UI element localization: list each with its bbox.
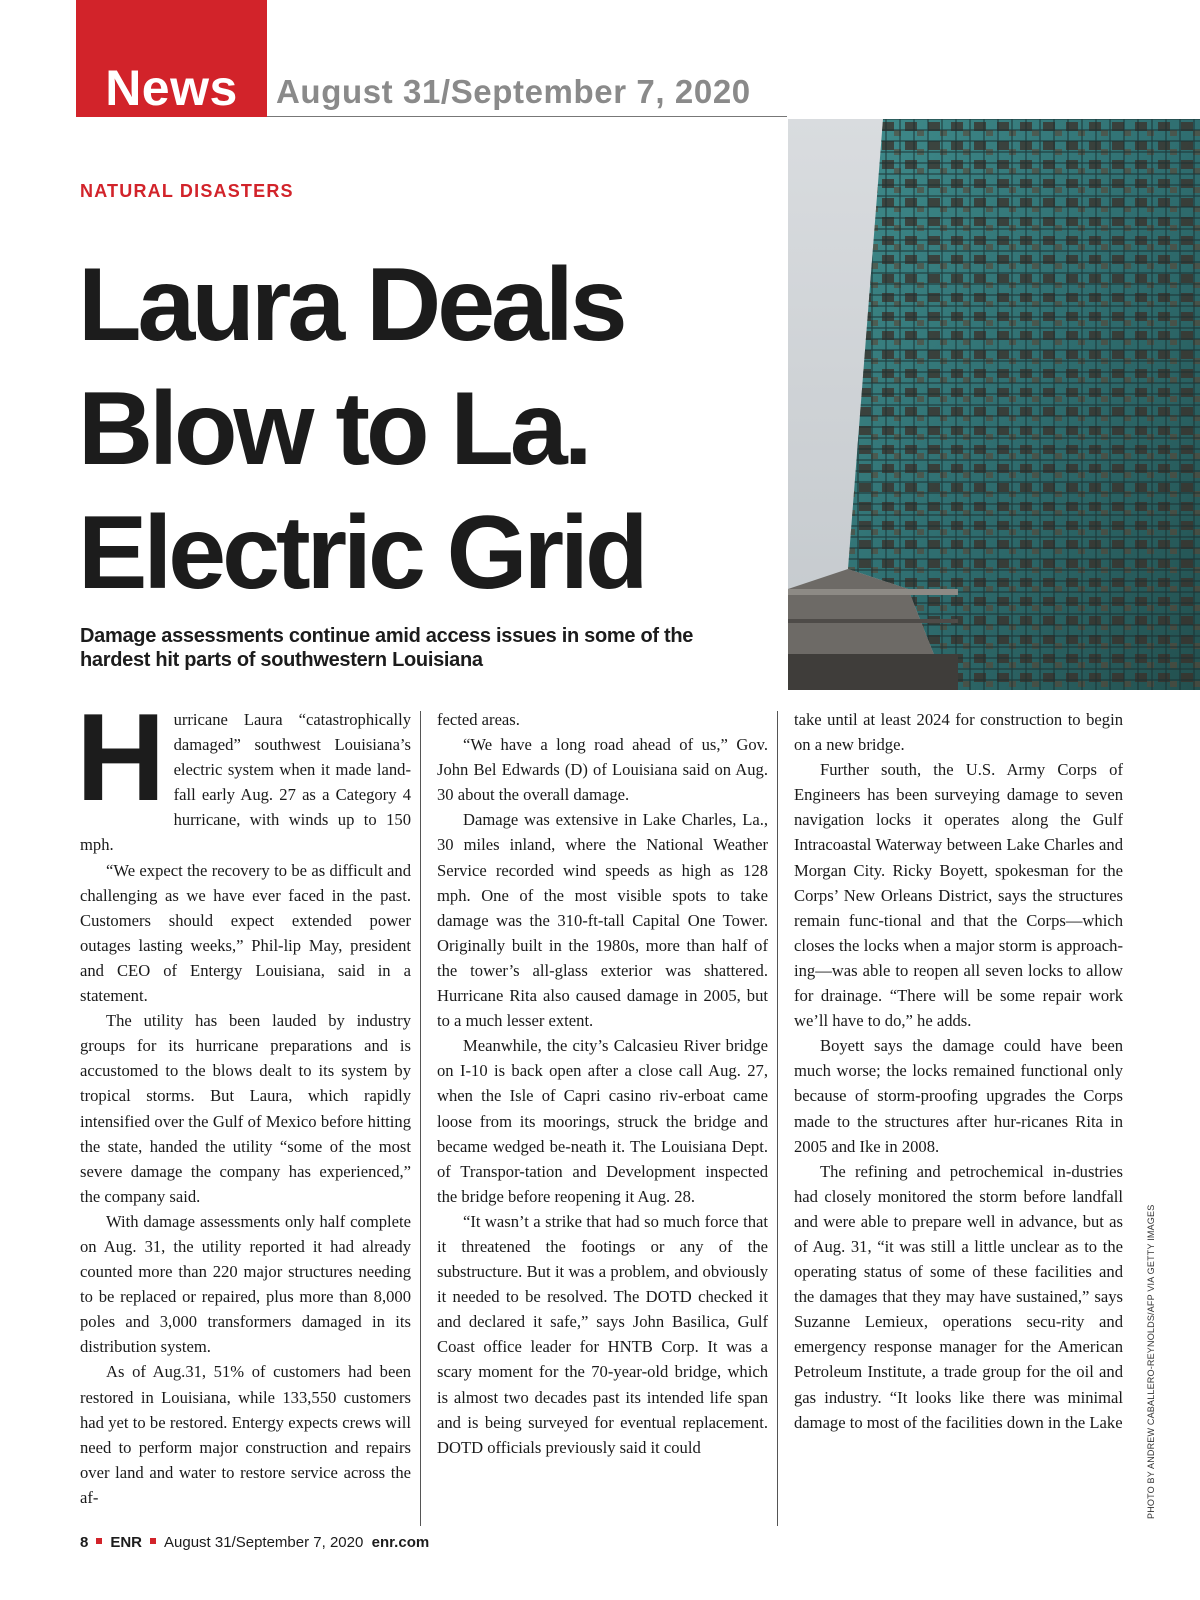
paragraph: fected areas.: [437, 710, 520, 729]
paragraph: The utility has been lauded by industry groups for its hurricane preparations and is accustomed to the blows dealt to its system by tropical storms. But Laura, which rapidly intensified over the Gulf of Mexico before hitting the state, handed the utility “some of the most severe damage the company has experienced,” the company said.: [80, 1011, 411, 1206]
header-issue-date: August 31/September 7, 2020: [276, 73, 751, 110]
header-rule: [267, 116, 787, 117]
photo-credit: PHOTO BY ANDREW CABALLERO-REYNOLDS/AFP VIA GETTY IMAGES: [1146, 1204, 1156, 1519]
paragraph-text: urricane Laura “catastrophically damaged” southwest Louisiana’s electric system when it made land-fall early Aug. 27 as a Category 4 hurricane, with winds up to 150 mph.: [80, 710, 411, 855]
footer-issue-date: August 31/September 7, 2020: [164, 1534, 364, 1551]
column-rule: [420, 711, 421, 1526]
publication-name: ENR: [110, 1534, 143, 1551]
paragraph: The refining and petrochemical in-dustries had closely monitored the storm before landfall and were able to prepare well in advance, but as of Aug. 31, “it was still a little unclear as to the operating status of some of these facilities and the damages that they may have sustained,” says Suzanne Lemieux, operations secu-rity and emergency response manager for the American Petroleum Institute, a trade group for the oil and gas industry. “It looks like there was minimal damage to most of the facilities down in the Lake: [794, 1161, 1123, 1432]
page-number: 8: [80, 1534, 89, 1551]
headline: [78, 243, 778, 615]
headline-line: Blow to La.: [78, 371, 589, 487]
article-column-2: [437, 707, 768, 1460]
news-section-tab: [76, 0, 267, 117]
paragraph: “It wasn’t a strike that had so much force that it threatened the footings or any of the substructure. But it was a problem, and obviously it needed to be resolved. The DOTD checked it and declared it safe,” says John Basilica, Gulf Coast office leader for HNTB Corp. It was a scary moment for the 70-year-old bridge, which is almost two decades past its intended life span and is being surveyed for eventual replacement. DOTD officials previously said it could: [437, 1211, 768, 1457]
paragraph: With damage assessments only half complete on Aug. 31, the utility reported it had already counted more than 220 major structures needing to be replaced or repaired, plus more than 8,000 poles and 3,000 transformers damaged in its distribution system.: [80, 1211, 411, 1357]
paragraph: Damage was extensive in Lake Charles, La., 30 miles inland, where the National Weather Service recorded wind speeds as high as 128 mph. One of the most visible spots to take damage was the 310-ft-tall Capital One Tower. Originally built in the 1980s, more than half of the tower’s all-glass exterior was shattered. Hurricane Rita also caused damage in 2005, but to a much lesser extent.: [437, 810, 768, 1031]
paragraph: “We expect the recovery to be as difficult and challenging as we have ever faced in the past. Customers should expect extended power outages lasting weeks,” Phil-lip May, president and CEO of Entergy Louisiana, said in a statement.: [80, 860, 411, 1006]
paragraph: take until at least 2024 for construction to begin on a new bridge.: [794, 710, 1123, 755]
column-rule: [777, 711, 778, 1526]
paragraph: [76, 689, 411, 858]
paragraph: Further south, the U.S. Army Corps of Engineers has been surveying damage to seven navigation locks it operates along the Gulf Intracoastal Waterway between Lake Charles and Morgan City. Ricky Boyett, spokesman for the Corps’ New Orleans District, says the structures remain func-tional and that the Corps—which closes the locks when a major storm is approach-ing—was able to reopen all seven locks to allow for drainage. “There will be some repair work we’ll have to do,” he adds.: [794, 760, 1123, 1031]
page-footer: [80, 1534, 429, 1551]
paragraph: “We have a long road ahead of us,” Gov. John Bel Edwards (D) of Louisiana said on Aug. 30 about the overall damage.: [437, 735, 768, 805]
headline-line: Electric Grid: [78, 495, 645, 611]
headline-line: Laura Deals: [78, 247, 624, 363]
article-column-1: [76, 689, 411, 1510]
news-label: News: [105, 60, 238, 116]
article-column-3: [794, 707, 1123, 1435]
section-label: NATURAL DISASTERS: [80, 181, 294, 201]
footer-separator: [150, 1538, 156, 1544]
drop-cap: H: [76, 689, 166, 827]
footer-separator: [96, 1538, 102, 1544]
paragraph: Boyett says the damage could have been much worse; the locks remained functional only because of storm-proofing upgrades the Corps made to the structures after hur-ricanes Rita in 2005 and Ike in 2008.: [794, 1036, 1123, 1156]
deck-subheadline: Damage assessments continue amid access issues in some of the hardest hit parts of southwestern Louisiana: [80, 625, 694, 671]
paragraph: As of Aug.31, 51% of customers had been restored in Louisiana, while 133,550 customers had yet to be restored. Entergy expects crews will need to perform major construction and repairs over land and water to restore service across the af-: [80, 1362, 411, 1507]
footer-website: enr.com: [371, 1534, 430, 1551]
paragraph: Meanwhile, the city’s Calcasieu River bridge on I-10 is back open after a close call Aug. 27, when the Isle of Capri casino riv-erboat came loose from its moorings, struck the bridge and became wedged be-neath it. The Louisiana Dept. of Transpor-tation and Development inspected the bridge before reopening it Aug. 28.: [437, 1036, 768, 1206]
photo-damaged-tower: [788, 119, 1200, 690]
